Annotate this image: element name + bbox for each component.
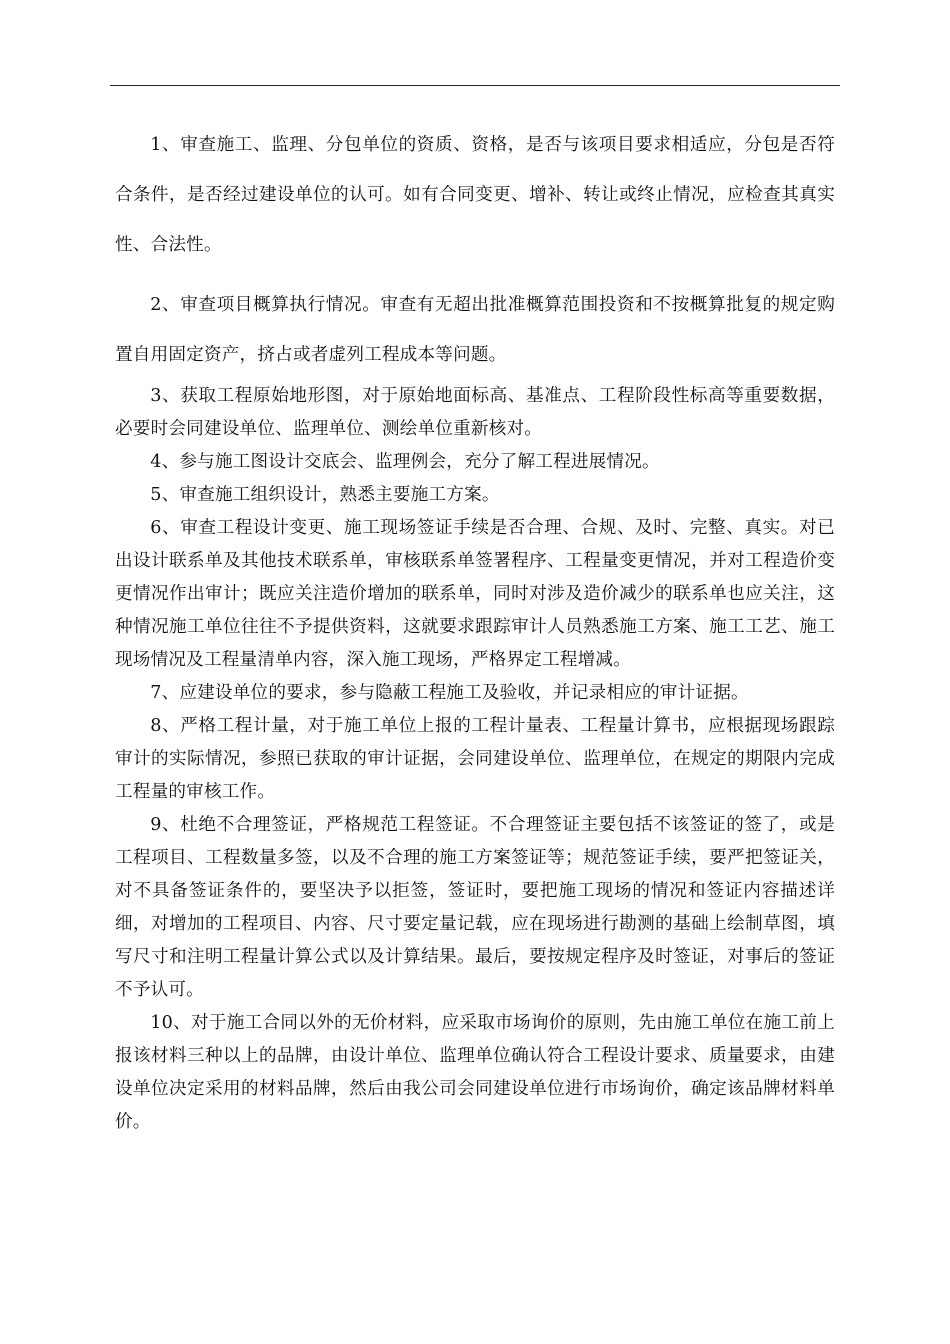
paragraph-5: 5、审查施工组织设计，熟悉主要施工方案。: [150, 485, 500, 505]
paragraph-7: 7、应建设单位的要求，参与隐蔽工程施工及验收，并记录相应的审计证据。: [150, 683, 749, 703]
paragraph-1: 1、审查施工、监理、分包单位的资质、资格，是否与该项目要求相适应，分包是否符合条件，是否经过建设单位的认可。如有合同变更、增补、转让或终止情况，应检查其真实性、合法性。: [115, 135, 835, 255]
document-body: [115, 120, 835, 1139]
paragraph-6: 6、审查工程设计变更、施工现场签证手续是否合理、合规、及时、完整、真实。对已出设计联系单及其他技术联系单，审核联系单签署程序、工程量变更情况，并对工程造价变更情况作出审计；既应关注造价增加的联系单，同时对涉及造价减少的联系单也应关注，这种情况施工单位往往不予提供资料，这就要求跟踪审计人员熟悉施工方案、施工工艺、施工现场情况及工程量清单内容，深入施工现场，严格界定工程增减。: [115, 518, 835, 670]
paragraph-9: 9、杜绝不合理签证，严格规范工程签证。不合理签证主要包括不该签证的签了，或是工程项目、工程数量多签，以及不合理的施工方案签证等；规范签证手续，要严把签证关，对不具备签证条件的，要坚决予以拒签，签证时，要把施工现场的情况和签证内容描述详细，对增加的工程项目、内容、尺寸要定量记载，应在现场进行勘测的基础上绘制草图，填写尺寸和注明工程量计算公式以及计算结果。最后，要按规定程序及时签证，对事后的签证不予认可。: [115, 815, 835, 1000]
paragraph-8: 8、严格工程计量，对于施工单位上报的工程计量表、工程量计算书，应根据现场跟踪审计的实际情况，参照已获取的审计证据，会同建设单位、监理单位，在规定的期限内完成工程量的审核工作。: [115, 716, 835, 802]
paragraph-4: 4、参与施工图设计交底会、监理例会，充分了解工程进展情况。: [150, 452, 660, 472]
paragraph-10: 10、对于施工合同以外的无价材料，应采取市场询价的原则，先由施工单位在施工前上报该材料三种以上的品牌，由设计单位、监理单位确认符合工程设计要求、质量要求，由建设单位决定采用的材料品牌，然后由我公司会同建设单位进行市场询价，确定该品牌材料单价。: [115, 1013, 835, 1132]
paragraph-2: 2、审查项目概算执行情况。审查有无超出批准概算范围投资和不按概算批复的规定购置自用固定资产，挤占或者虚列工程成本等问题。: [115, 295, 835, 365]
header-rule: [110, 85, 840, 86]
paragraph-3: 3、获取工程原始地形图，对于原始地面标高、基准点、工程阶段性标高等重要数据，必要时会同建设单位、监理单位、测绘单位重新核对。: [115, 386, 835, 439]
